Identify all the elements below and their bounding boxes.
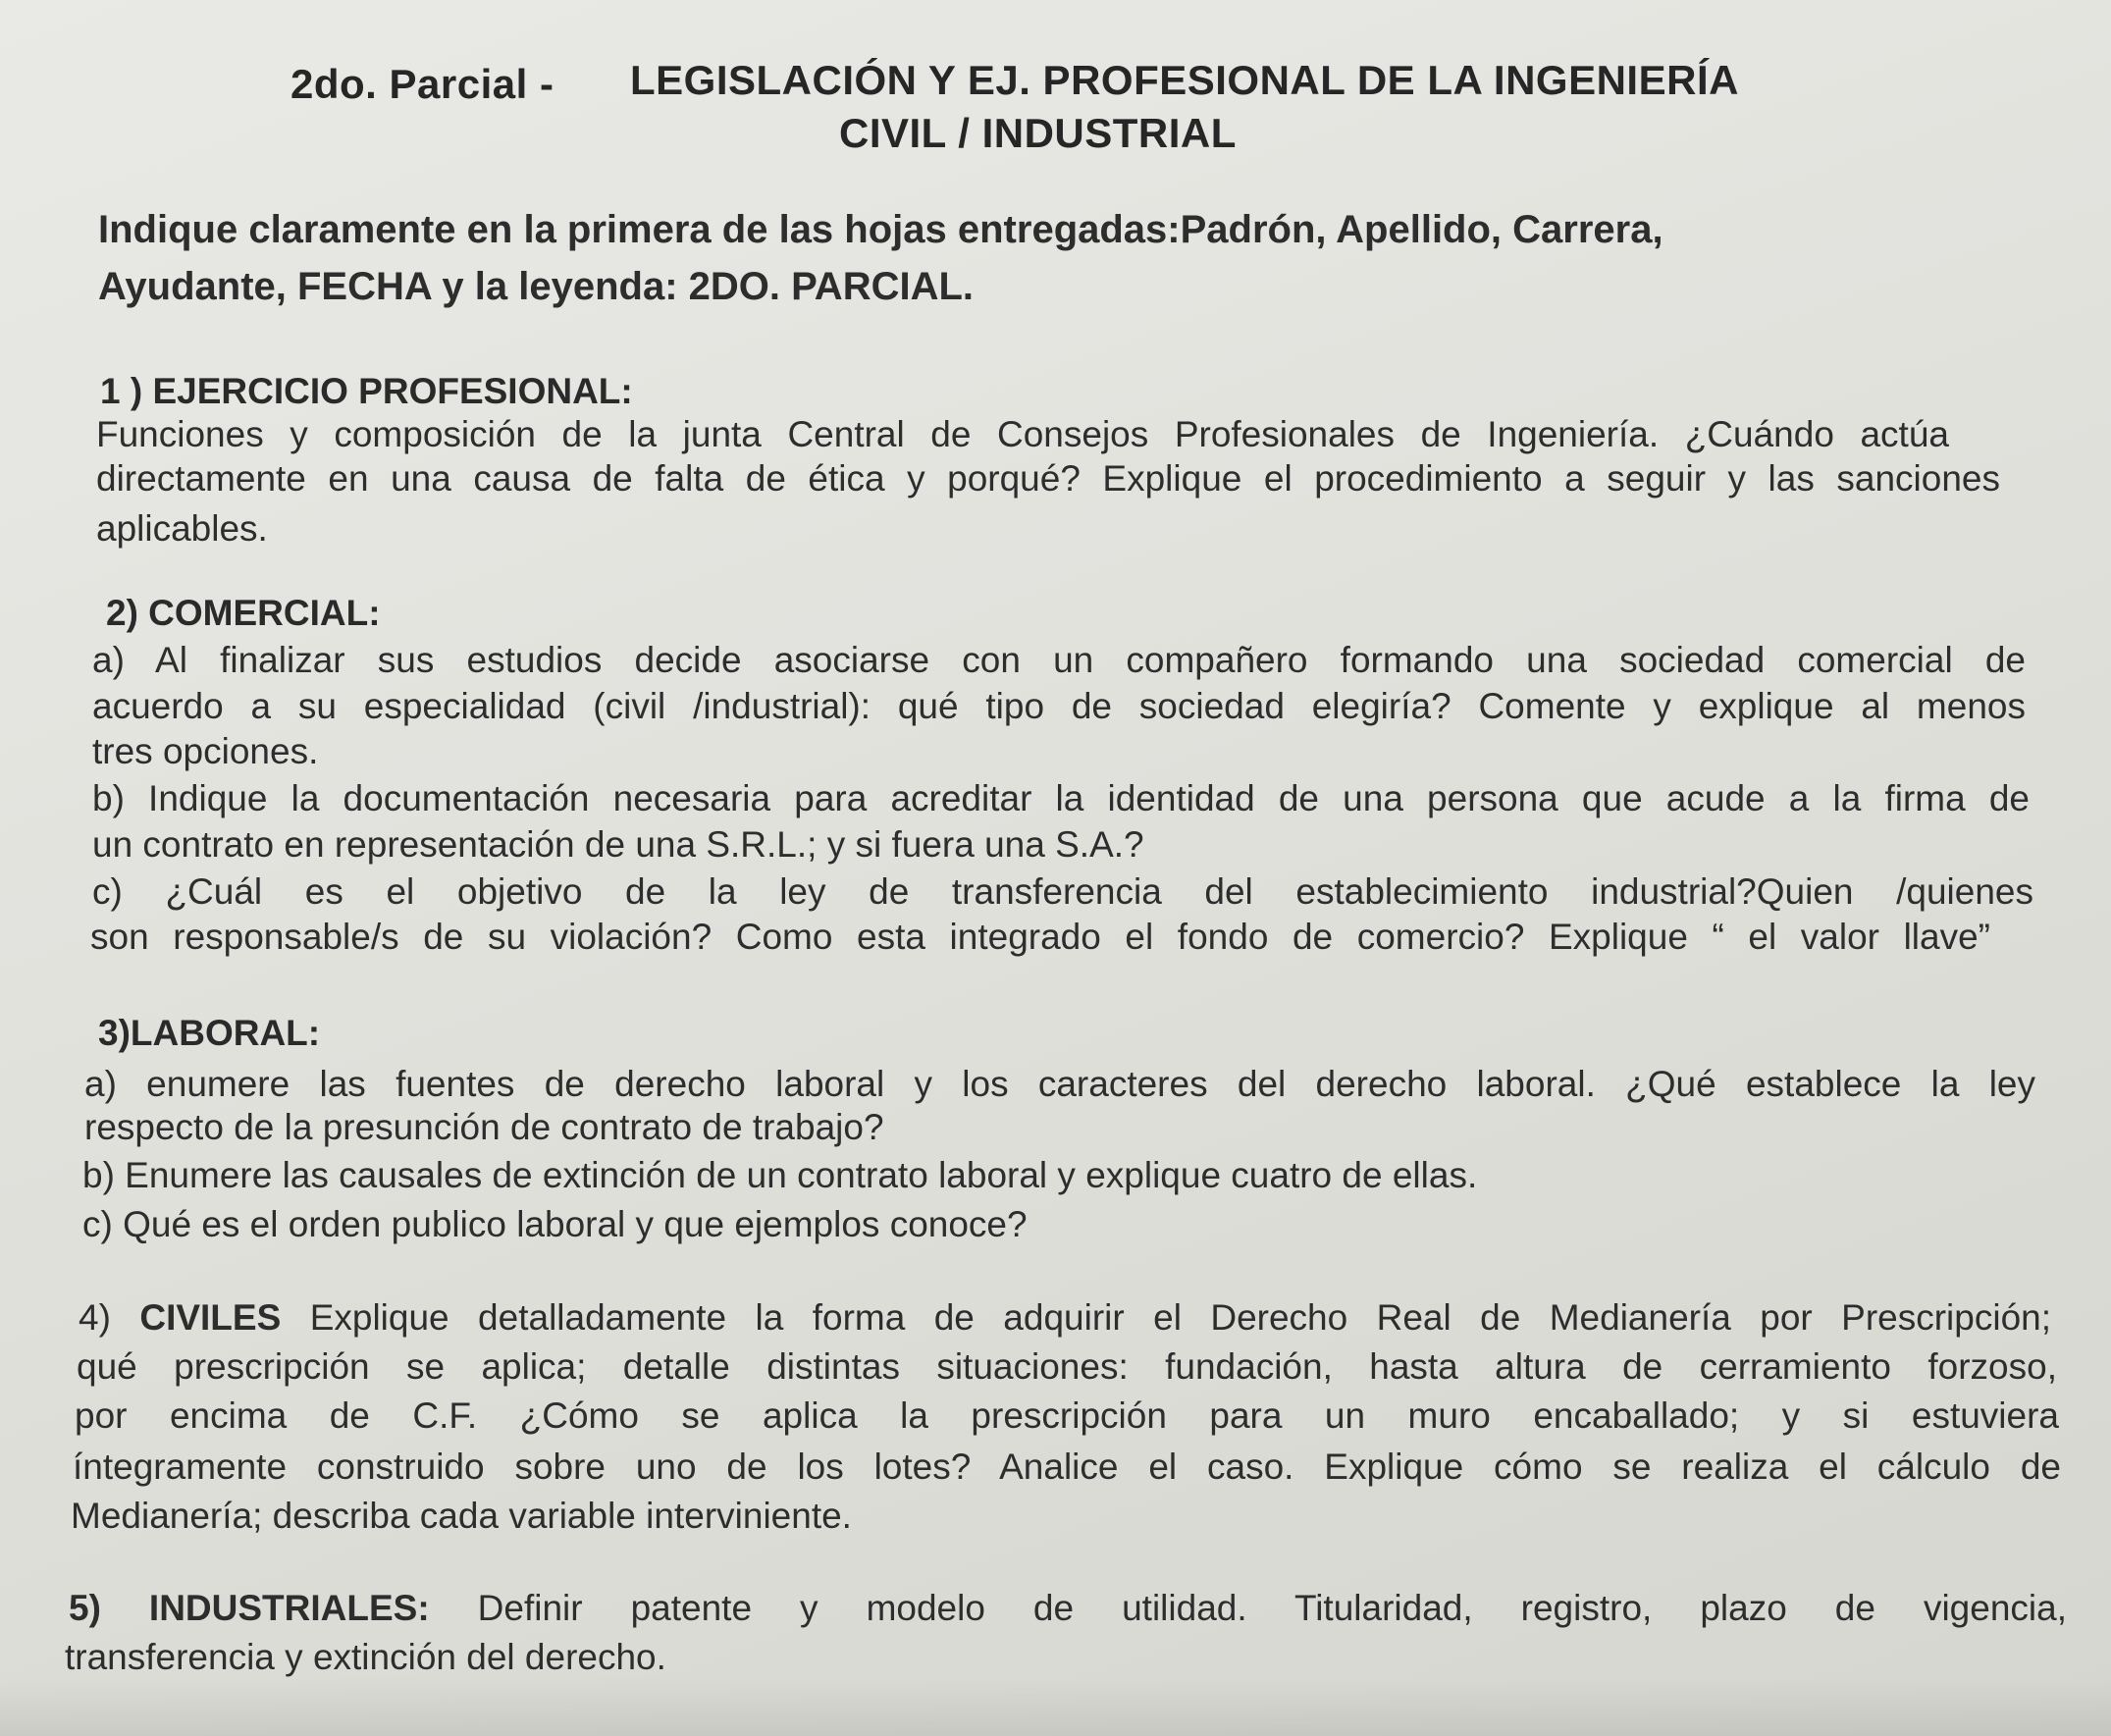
section-2-line: son responsable/s de su violación? Como esta integrado el fondo de comercio? Explique “ el valor llave”	[90, 917, 1990, 957]
section-2-line: acuerdo a su especialidad (civil /industrial): qué tipo de sociedad elegiría? Comente y explique al menos	[92, 686, 2026, 726]
section-3-line: b) Enumere las causales de extinción de un contrato laboral y explique cuatro de ellas.	[82, 1155, 1478, 1195]
section-4-line-1-rest: Explique detalladamente la forma de adquirir el Derecho Real de Medianería por Prescripción;	[309, 1297, 2052, 1338]
section-2-line: tres opciones.	[92, 731, 319, 771]
section-2-line: un contrato en representación de una S.R.L.; y si fuera una S.A.?	[92, 824, 1144, 865]
section-1-heading: 1 ) EJERCICIO PROFESIONAL:	[100, 371, 633, 411]
section-3-heading: 3)LABORAL:	[98, 1013, 321, 1053]
instructions-line-2: Ayudante, FECHA y la leyenda: 2DO. PARCIAL.	[98, 265, 975, 308]
section-3-line: respecto de la presunción de contrato de trabajo?	[84, 1107, 884, 1147]
section-1-line: aplicables.	[96, 508, 268, 549]
section-5-line: transferencia y extinción del derecho.	[65, 1637, 666, 1677]
section-4-line: qué prescripción se aplica; detalle distintas situaciones: fundación, hasta altura de cerramiento forzoso,	[77, 1346, 2057, 1387]
section-4-line-1	[79, 1297, 2051, 1339]
section-5-heading: 5) INDUSTRIALES:	[69, 1588, 430, 1628]
section-4-line: por encima de C.F. ¿Cómo se aplica la prescripción para un muro encaballado; y si estuviera	[75, 1395, 2059, 1436]
section-5-line-1	[69, 1588, 2067, 1629]
title-line2: CIVIL / INDUSTRIAL	[839, 110, 1237, 156]
section-5-line-1-rest: Definir patente y modelo de utilidad. Titularidad, registro, plazo de vigencia,	[477, 1588, 2067, 1628]
section-4-heading: CIVILES	[139, 1297, 282, 1338]
section-4-line: Medianería; describa cada variable interviniente.	[71, 1496, 852, 1536]
section-1-line: directamente en una causa de falta de ética y porqué? Explique el procedimiento a seguir y las sanciones	[96, 458, 2000, 499]
section-1-line: Funciones y composición de la junta Central de Consejos Profesionales de Ingeniería. ¿Cuándo actúa	[96, 414, 1949, 454]
section-2-line: a) Al finalizar sus estudios decide asociarse con un compañero formando una sociedad comercial de	[92, 640, 2026, 680]
section-2-heading: 2) COMERCIAL:	[106, 593, 381, 633]
section-2-line: c) ¿Cuál es el objetivo de la ley de transferencia del establecimiento industrial?Quien /quienes	[92, 871, 2033, 912]
section-3-line: c) Qué es el orden publico laboral y que ejemplos conoce?	[82, 1204, 1028, 1244]
section-3-line: a) enumere las fuentes de derecho laboral y los caracteres del derecho laboral. ¿Qué establece la ley	[84, 1064, 2035, 1104]
instructions-line-1: Indique claramente en la primera de las hojas entregadas:Padrón, Apellido, Carrera,	[98, 208, 1663, 251]
section-4-line: íntegramente construido sobre uno de los lotes? Analice el caso. Explique cómo se realiza el cálculo de	[73, 1447, 2061, 1487]
title-left: 2do. Parcial -	[290, 61, 554, 107]
section-2-line: b) Indique la documentación necesaria para acreditar la identidad de una persona que acude a la firma de	[92, 778, 2030, 818]
section-4-number: 4)	[79, 1297, 111, 1338]
page-shadow	[0, 1677, 2111, 1736]
title-right: LEGISLACIÓN Y EJ. PROFESIONAL DE LA INGENIERÍA	[630, 57, 1739, 103]
